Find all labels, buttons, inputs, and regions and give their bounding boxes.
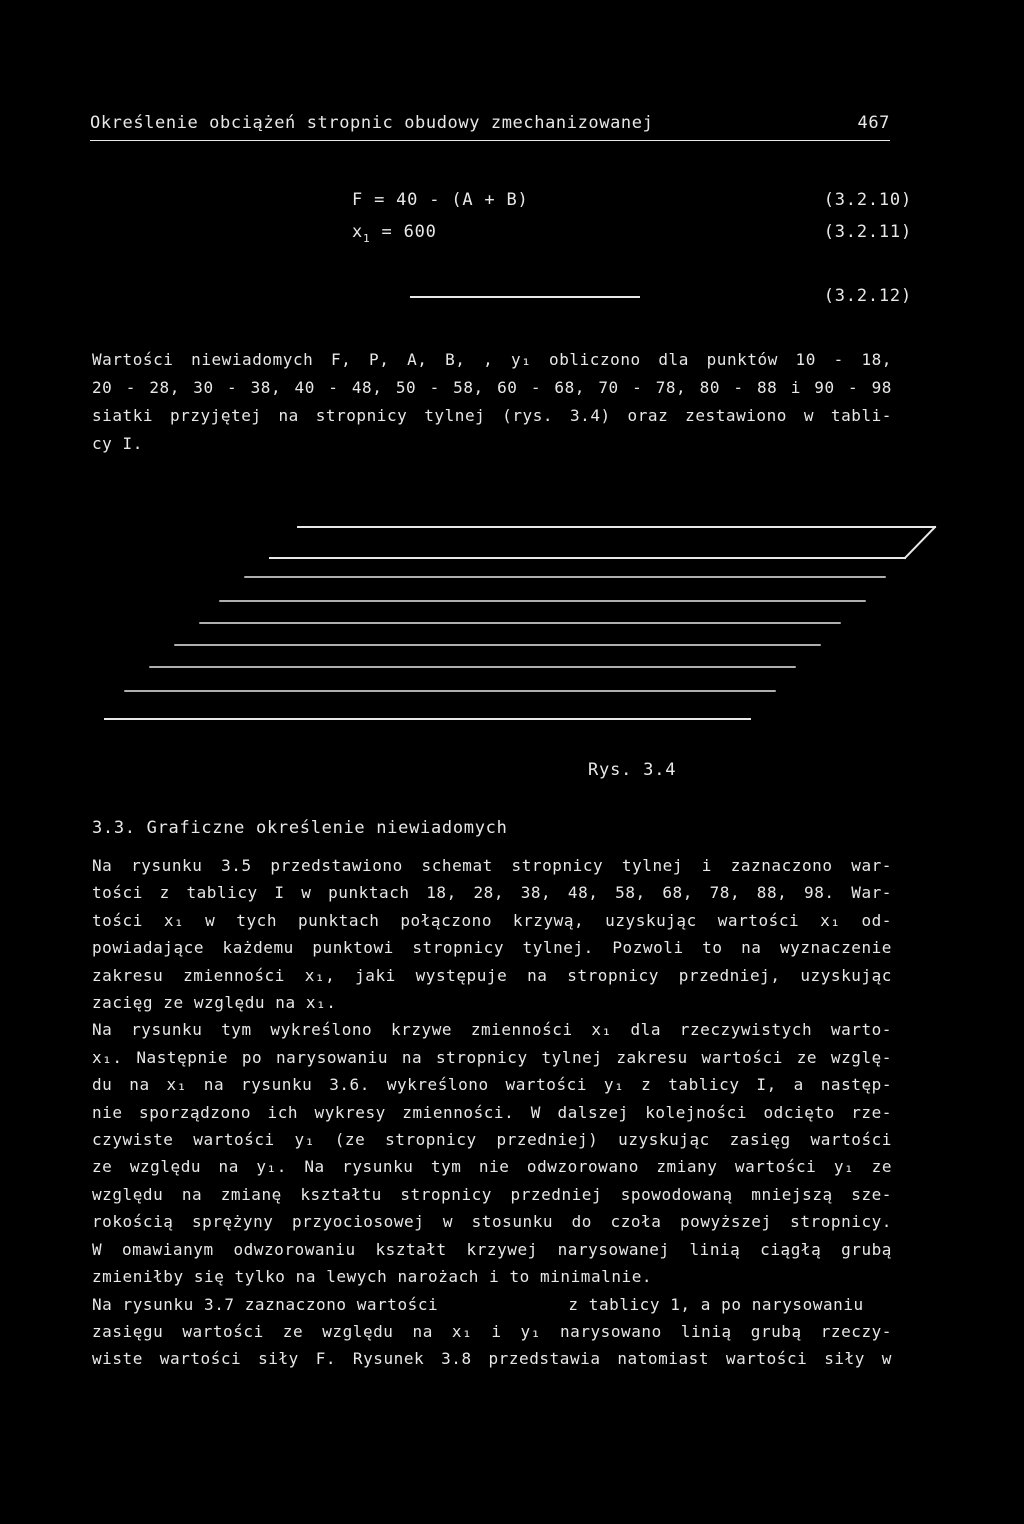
- text-line: siatki przyjętej na stropnicy tylnej (rys. 3.4) oraz zestawiono w tabli-: [92, 406, 892, 425]
- text-line: rokością sprężyny przyociosowej w stosunku do czoła powyższej stropnicy.: [92, 1212, 892, 1232]
- text-line: Wartości niewiadomych F, P, A, B, , y₁ obliczono dla punktów 10 - 18,: [92, 350, 892, 369]
- header-title: Określenie obciążeń stropnic obudowy zmechanizowanej: [90, 113, 654, 133]
- equation-x1: [352, 222, 437, 245]
- text-line: wiste wartości siły F. Rysunek 3.8 przedstawia natomiast wartości siły w: [92, 1349, 892, 1369]
- equation-number-3-2-11: (3.2.11): [823, 222, 912, 242]
- figure-caption: Rys. 3.4: [588, 760, 677, 780]
- equation-number-3-2-12: (3.2.12): [823, 286, 912, 306]
- figure-3-4: [0, 515, 1024, 735]
- equation-f: F = 40 - (A + B): [352, 190, 529, 210]
- paragraph-unknowns: [92, 346, 892, 458]
- text-line: zacięg ze względu na x₁.: [92, 993, 337, 1013]
- equation-x1-value: = 600: [370, 222, 437, 242]
- text-line: zasięgu wartości ze względu na x₁ i y₁ narysowano linią grubą rzeczy-: [92, 1321, 892, 1341]
- running-header: [90, 110, 890, 141]
- text-line: tości z tablicy I w punktach 18, 28, 38, 48, 58, 68, 78, 88, 98. War-: [92, 883, 892, 903]
- page-number: 467: [857, 113, 890, 133]
- text-line: x₁. Następnie po narysowaniu na stropnicy tylnej zakresu wartości ze wzglę-: [92, 1047, 892, 1067]
- text-line: zmieniłby się tylko na lewych narożach i to minimalnie.: [92, 1267, 653, 1287]
- equation-number-3-2-10: (3.2.10): [823, 190, 912, 210]
- text-line-end: z tablicy 1, a po narysowaniu: [568, 1294, 864, 1314]
- figure-line: [905, 527, 935, 558]
- text-line: [92, 1291, 892, 1318]
- section-heading: 3.3. Graficzne określenie niewiadomych: [92, 818, 508, 838]
- text-line: zakresu zmienności x₁, jaki występuje na stropnicy przedniej, uzyskując: [92, 965, 892, 985]
- fraction-line: [410, 296, 640, 298]
- text-line: cy I.: [92, 434, 143, 453]
- text-line: 20 - 28, 30 - 38, 40 - 48, 50 - 58, 60 - 68, 70 - 78, 80 - 88 i 90 - 98: [92, 378, 892, 397]
- equation-x1-subscript: 1: [363, 232, 371, 245]
- equation-x1-symbol: x: [352, 222, 364, 242]
- text-line: czywiste wartości y₁ (ze stropnicy przedniej) uzyskując zasięg wartości: [92, 1130, 892, 1150]
- text-line: W omawianym odwzorowaniu kształt krzywej narysowanej linią ciągłą grubą: [92, 1239, 892, 1259]
- text-line: względu na zmianę kształtu stropnicy przedniej spowodowaną mniejszą sze-: [92, 1184, 892, 1204]
- text-line: Na rysunku tym wykreślono krzywe zmienności x₁ dla rzeczywistych warto-: [92, 1020, 892, 1040]
- body-text: [92, 852, 892, 1373]
- text-line: nie sporządzono ich wykresy zmienności. W dalszej kolejności odcięto rze-: [92, 1102, 892, 1122]
- text-line: powiadające każdemu punktowi stropnicy tylnej. Pozwoli to na wyznaczenie: [92, 938, 892, 958]
- text-line-start: Na rysunku 3.7 zaznaczono wartości: [92, 1294, 449, 1314]
- text-line: Na rysunku 3.5 przedstawiono schemat stropnicy tylnej i zaznaczono war-: [92, 856, 892, 875]
- text-line: ze względu na y₁. Na rysunku tym nie odwzorowano zmiany wartości y₁ ze: [92, 1157, 892, 1177]
- text-line: tości x₁ w tych punktach połączono krzywą, uzyskując wartości x₁ od-: [92, 910, 892, 930]
- text-line: du na x₁ na rysunku 3.6. wykreślono wartości y₁ z tablicy I, a następ-: [92, 1075, 892, 1095]
